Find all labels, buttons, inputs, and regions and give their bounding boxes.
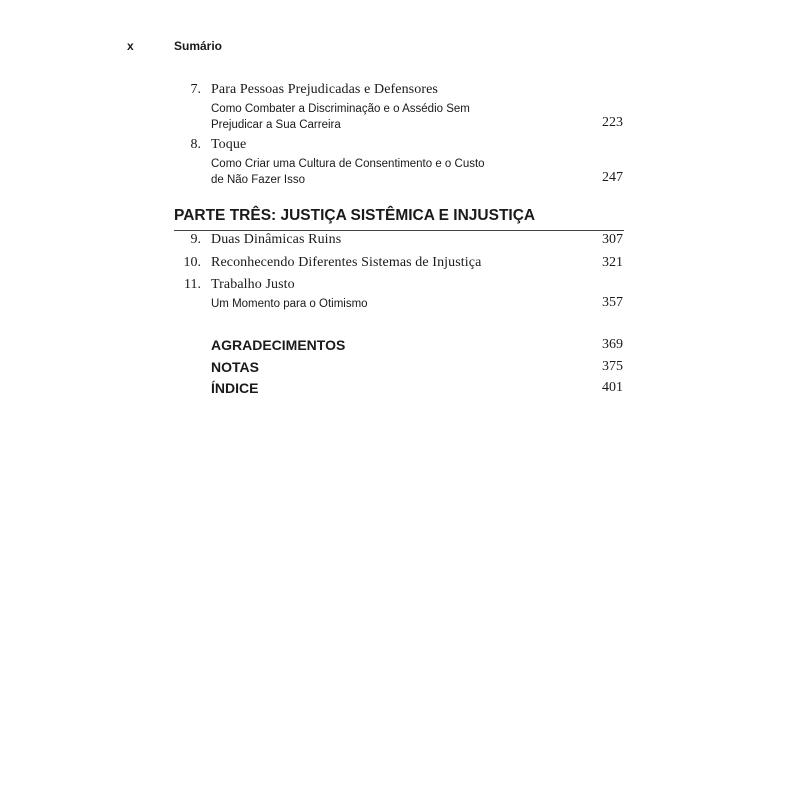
running-title: Sumário [174, 39, 223, 53]
chapter-title: Duas Dinâmicas Ruins [211, 232, 342, 247]
page-number: 223 [602, 115, 623, 130]
chapter-subtitle-line-2: de Não Fazer Isso [211, 174, 305, 186]
chapter-title: Trabalho Justo [211, 277, 295, 292]
part-divider [174, 230, 624, 231]
page-number: 401 [602, 380, 623, 395]
chapter-title: Reconhecendo Diferentes Sistemas de Injustiça [211, 255, 482, 270]
chapter-number: 9. [190, 232, 201, 247]
page-number: 321 [602, 255, 623, 270]
back-matter-title: ÍNDICE [211, 380, 259, 396]
chapter-number: 11. [184, 277, 201, 292]
chapter-subtitle-line-2: Prejudicar a Sua Carreira [211, 119, 341, 131]
page-folio: x [127, 39, 134, 53]
chapter-subtitle-line-1: Como Combater a Discriminação e o Assédio Sem [211, 103, 470, 115]
page-number: 369 [602, 337, 623, 352]
chapter-subtitle: Um Momento para o Otimismo [211, 298, 368, 310]
part-heading: PARTE TRÊS: JUSTIÇA SISTÊMICA E INJUSTIÇA [174, 207, 536, 224]
page-number: 247 [602, 170, 623, 185]
page-number: 307 [602, 232, 623, 247]
chapter-number: 10. [183, 255, 201, 270]
chapter-title: Para Pessoas Prejudicadas e Defensores [211, 82, 438, 97]
chapter-title: Toque [211, 137, 247, 152]
page-number: 357 [602, 295, 623, 310]
back-matter-title: AGRADECIMENTOS [211, 337, 346, 353]
chapter-subtitle-line-1: Como Criar uma Cultura de Consentimento e o Custo [211, 158, 485, 170]
back-matter-title: NOTAS [211, 359, 259, 375]
chapter-number: 8. [190, 137, 201, 152]
page-number: 375 [602, 359, 623, 374]
chapter-number: 7. [190, 82, 201, 97]
